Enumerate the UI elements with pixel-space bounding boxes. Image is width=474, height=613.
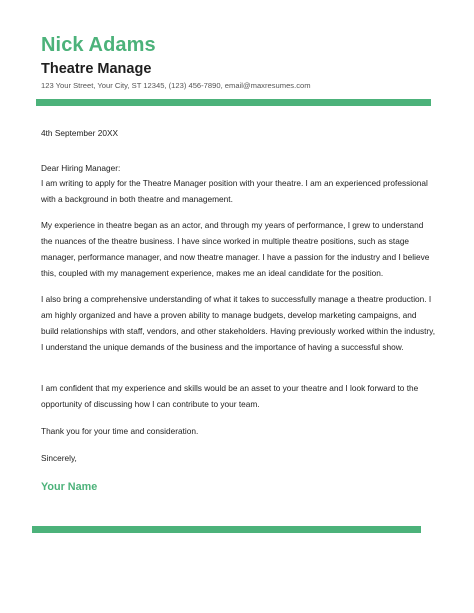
- thanks-line: Thank you for your time and consideration.: [41, 426, 199, 436]
- job-title: Theatre Manage: [41, 61, 152, 77]
- body-paragraph-4: I am confident that my experience and skills would be an asset to your theatre and I look forward to the opportunity of discussing how I can contribute to your team.: [41, 383, 419, 409]
- body-paragraph-1: I am writing to apply for the Theatre Manager position with your theatre. I am an experienced professional with a background in both theatre and management.: [41, 178, 428, 204]
- applicant-name: Nick Adams: [41, 34, 156, 56]
- contact-line: 123 Your Street, Your City, ST 12345, (123) 456-7890, email@maxresumes.com: [41, 81, 311, 90]
- header-divider: [36, 99, 431, 106]
- body-paragraph-3: I also bring a comprehensive understanding of what it takes to successfully manage a theatre production. I am highly organized and have a proven ability to manage budgets, develop marketing campaigns, and build relationships with staff, vendors, and other stakeholders. Having previously worked within the industry, I understand the unique demands of the business and the importance of having a successful show.: [41, 294, 436, 352]
- salutation: Dear Hiring Manager:: [41, 163, 121, 173]
- footer-divider: [32, 526, 421, 533]
- closing: Sincerely,: [41, 453, 77, 463]
- letter-date: 4th September 20XX: [41, 128, 119, 138]
- body-paragraph-2: My experience in theatre began as an actor, and through my years of performance, I grew to understand the nuances of the theatre business. I have since worked in multiple theatre positions, such as stage manager, performance manager, and now theatre manager. I have a passion for the industry and I believe this, coupled with my management experience, makes me an ideal candidate for the position.: [41, 220, 430, 278]
- signature-name: Your Name: [41, 481, 98, 493]
